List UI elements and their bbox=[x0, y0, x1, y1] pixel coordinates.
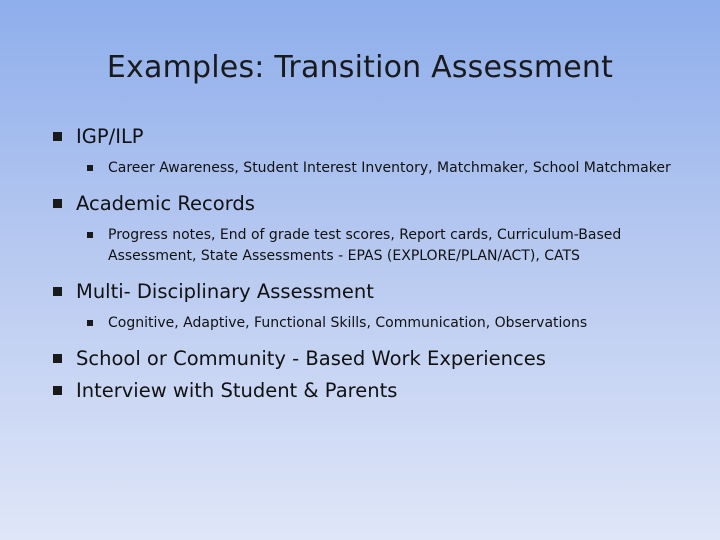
sub-bullet-text: Career Awareness, Student Interest Inventory, Matchmaker, School Matchmaker bbox=[108, 160, 671, 176]
bullet-text: Multi- Disciplinary Assessment bbox=[76, 280, 374, 303]
sub-bullet-igp-ilp bbox=[52, 158, 672, 179]
square-bullet-icon bbox=[53, 132, 62, 141]
bullet-work-experiences bbox=[52, 346, 672, 372]
square-bullet-icon bbox=[53, 287, 62, 296]
square-bullet-icon bbox=[87, 165, 93, 171]
square-bullet-icon bbox=[87, 320, 93, 326]
slide-title: Examples: Transition Assessment bbox=[106, 50, 614, 85]
square-bullet-icon bbox=[53, 199, 62, 208]
bullet-igp-ilp bbox=[52, 124, 672, 150]
square-bullet-icon bbox=[53, 354, 62, 363]
sub-bullet-text: Cognitive, Adaptive, Functional Skills, Communication, Observations bbox=[108, 315, 588, 331]
bullet-text: School or Community - Based Work Experiences bbox=[76, 347, 546, 370]
bullet-text: IGP/ILP bbox=[76, 125, 144, 148]
bullet-list bbox=[52, 124, 672, 412]
bullet-academic-records bbox=[52, 191, 672, 217]
sub-bullet-multi-disciplinary bbox=[52, 313, 672, 334]
sub-bullet-text: Progress notes, End of grade test scores, Report cards, Curriculum-Based Assessment, State Assessments - EPAS (EXPLORE/PLAN/ACT), CATS bbox=[108, 227, 622, 264]
square-bullet-icon bbox=[53, 386, 62, 395]
bullet-multi-disciplinary bbox=[52, 279, 672, 305]
bullet-text: Interview with Student & Parents bbox=[76, 379, 398, 402]
square-bullet-icon bbox=[87, 232, 93, 238]
sub-bullet-academic-records bbox=[52, 225, 672, 267]
bullet-text: Academic Records bbox=[76, 192, 255, 215]
bullet-interview bbox=[52, 378, 672, 404]
